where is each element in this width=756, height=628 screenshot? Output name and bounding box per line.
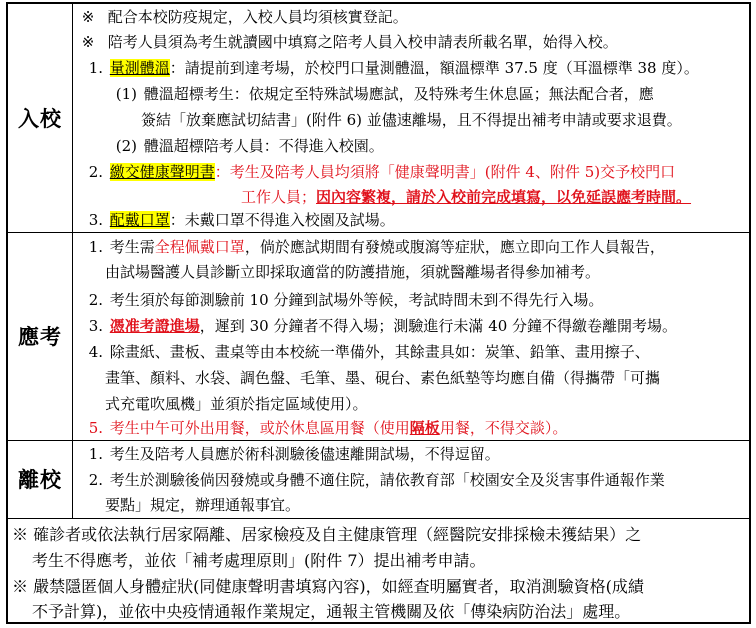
section-exam-title: 應考 — [8, 232, 73, 440]
leave-item-1 — [73, 442, 745, 466]
item-text: 考生須於每節測驗前 10 分鐘到試場外等候，考試時間未到不得先行入場。 — [109, 291, 604, 309]
item-text: 考生及陪考人員應於術科測驗後儘速離開試場，不得逗留。 — [109, 445, 500, 463]
note-text-line-2: 考生不得應考，並依「補考處理原則」(附件 7）提出補考申請。 — [32, 551, 486, 570]
note-text-line-1: 嚴禁隱匿個人身體症狀(同健康聲明書填寫內容)，如經查明屬實者，取消測驗資格(成績 — [33, 577, 644, 596]
item-text: ，遲到 30 分鐘者不得入場；測驗進行未滿 40 分鐘不得繳卷離開考場。 — [199, 317, 678, 335]
item-text-line-1: ，倘於應試期間有發燒或腹瀉等症狀，應立即向工作人員報告， — [244, 238, 665, 256]
item-number: 3. — [88, 211, 103, 229]
entry-item-1-2 — [103, 134, 745, 158]
section-exam-body — [73, 232, 749, 440]
item-number: 5. — [88, 419, 103, 437]
subitem-number: (1) — [115, 85, 137, 103]
entry-item-1-1-cont — [141, 108, 745, 132]
item-key-partition: 隔板 — [409, 419, 440, 437]
subitem-number: (2) — [115, 137, 137, 155]
footer-notes — [8, 518, 749, 622]
exam-item-3 — [73, 314, 745, 338]
item-key-admission-ticket: 憑准考證進場 — [109, 317, 200, 335]
item-text-line-1: ：考生及陪考人員均須將「健康聲明書」(附件 4、附件 5)交予校門口 — [214, 163, 676, 181]
item-key-full-mask: 全程佩戴口罩 — [154, 238, 245, 256]
entry-note-2 — [73, 30, 745, 54]
note-text: 配合本校防疫規定，入校人員均須核實登記。 — [107, 8, 408, 26]
exam-item-4-cont-2 — [105, 392, 745, 416]
footer-note-1-cont — [32, 548, 745, 574]
section-entry-title: 入校 — [8, 4, 73, 232]
item-text-line-2: 要點」規定，辦理通報事宜。 — [105, 496, 301, 514]
section-exam — [8, 232, 749, 441]
item-pre: 考生中午可外出用餐，或於休息區用餐（使用 — [109, 419, 410, 437]
entry-item-2-cont — [241, 185, 745, 209]
item-text-line-1: 考生於測驗後倘因發燒或身體不適住院，請依教育部「校園安全及災害事件通報作業 — [109, 471, 665, 489]
exam-item-1 — [73, 235, 745, 259]
item-number: 1. — [88, 59, 103, 77]
entry-note-1 — [73, 5, 745, 29]
item-key-mask: 配戴口罩 — [109, 211, 170, 229]
item-text: ：未戴口罩不得進入校園及試場。 — [169, 211, 395, 229]
footer-note-2-cont — [32, 599, 745, 625]
item-text-line-1: 除畫紙、畫板、畫桌等由本校統一準備外，其餘畫具如：炭筆、鉛筆、畫用擦子、 — [109, 343, 650, 361]
exam-item-1-cont — [105, 260, 745, 284]
item-text-line-2: 由試場醫護人員診斷立即採取適當的防護措施，須就醫離場者得參加補考。 — [105, 263, 601, 281]
item-key-temperature: 量測體溫 — [109, 59, 170, 77]
item-text-line-2: 畫筆、顏料、水袋、調色盤、毛筆、墨、硯台、素色紙墊等均應自備（得攜帶「可攜 — [105, 369, 661, 387]
item-text-line-3: 式充電吹風機」並須於指定區域使用）。 — [105, 395, 368, 413]
note-mark: ※ — [12, 525, 29, 544]
entry-item-1 — [73, 56, 745, 80]
item-key-health-declaration: 繳交健康聲明書 — [109, 163, 215, 181]
note-text-line-2: 不予計算)，並依中央疫情通報作業規定，通報主管機關及依「傳染病防治法」處理。 — [32, 602, 631, 621]
item-number: 1. — [88, 445, 103, 463]
item-number: 1. — [88, 238, 103, 256]
item-text: ：請提前到達考場，於校門口量測體溫，額溫標準 37.5 度（耳溫標準 38 度）。 — [169, 59, 699, 77]
note-mark: ※ — [12, 577, 29, 596]
item-number: 2. — [88, 471, 103, 489]
item-number: 4. — [88, 343, 103, 361]
item-number: 2. — [88, 291, 103, 309]
leave-item-2-cont — [105, 493, 745, 517]
item-text-line-2a: 工作人員； — [241, 188, 317, 206]
exam-item-2 — [73, 288, 745, 312]
subitem-text: 體溫超標陪考人員：不得進入校園。 — [143, 137, 384, 155]
entry-item-1-1 — [103, 82, 745, 106]
exam-item-4-cont-1 — [105, 366, 745, 390]
item-pre: 考生需 — [109, 238, 155, 256]
footer-note-1 — [12, 522, 745, 548]
exam-item-4 — [73, 340, 745, 364]
subitem-text-line-1: 體溫超標考生：依規定至特殊試場應試，及特殊考生休息區；無法配合者，應 — [143, 85, 654, 103]
note-mark: ※ — [81, 33, 95, 51]
section-leave-body — [73, 440, 749, 518]
note-mark: ※ — [81, 8, 95, 26]
entry-item-3 — [73, 208, 745, 232]
footer-note-2 — [12, 574, 745, 600]
section-leave — [8, 440, 749, 519]
item-text-line-2b: 因內容繁複，請於入校前完成填寫，以免延誤應考時間。 — [316, 188, 692, 206]
entry-item-2 — [73, 160, 745, 184]
note-text: 陪考人員須為考生就讀國中填寫之陪考人員入校申請表所載名單，始得入校。 — [107, 33, 618, 51]
subitem-text-line-2: 簽結「放棄應試切結書」(附件 6) 並儘速離場，且不得提出補考申請或要求退費。 — [141, 111, 682, 129]
item-number: 3. — [88, 317, 103, 335]
leave-item-2 — [73, 468, 745, 492]
note-text-line-1: 確診者或依法執行居家隔離、居家檢疫及自主健康管理（經醫院安排採檢未獲結果）之 — [33, 525, 642, 544]
regulations-table — [6, 2, 751, 624]
section-entry-body — [73, 4, 749, 232]
section-leave-title: 離校 — [8, 440, 73, 518]
section-entry — [8, 4, 749, 233]
item-post: 用餐，不得交談）。 — [439, 419, 568, 437]
exam-item-5 — [73, 416, 745, 440]
item-number: 2. — [88, 163, 103, 181]
